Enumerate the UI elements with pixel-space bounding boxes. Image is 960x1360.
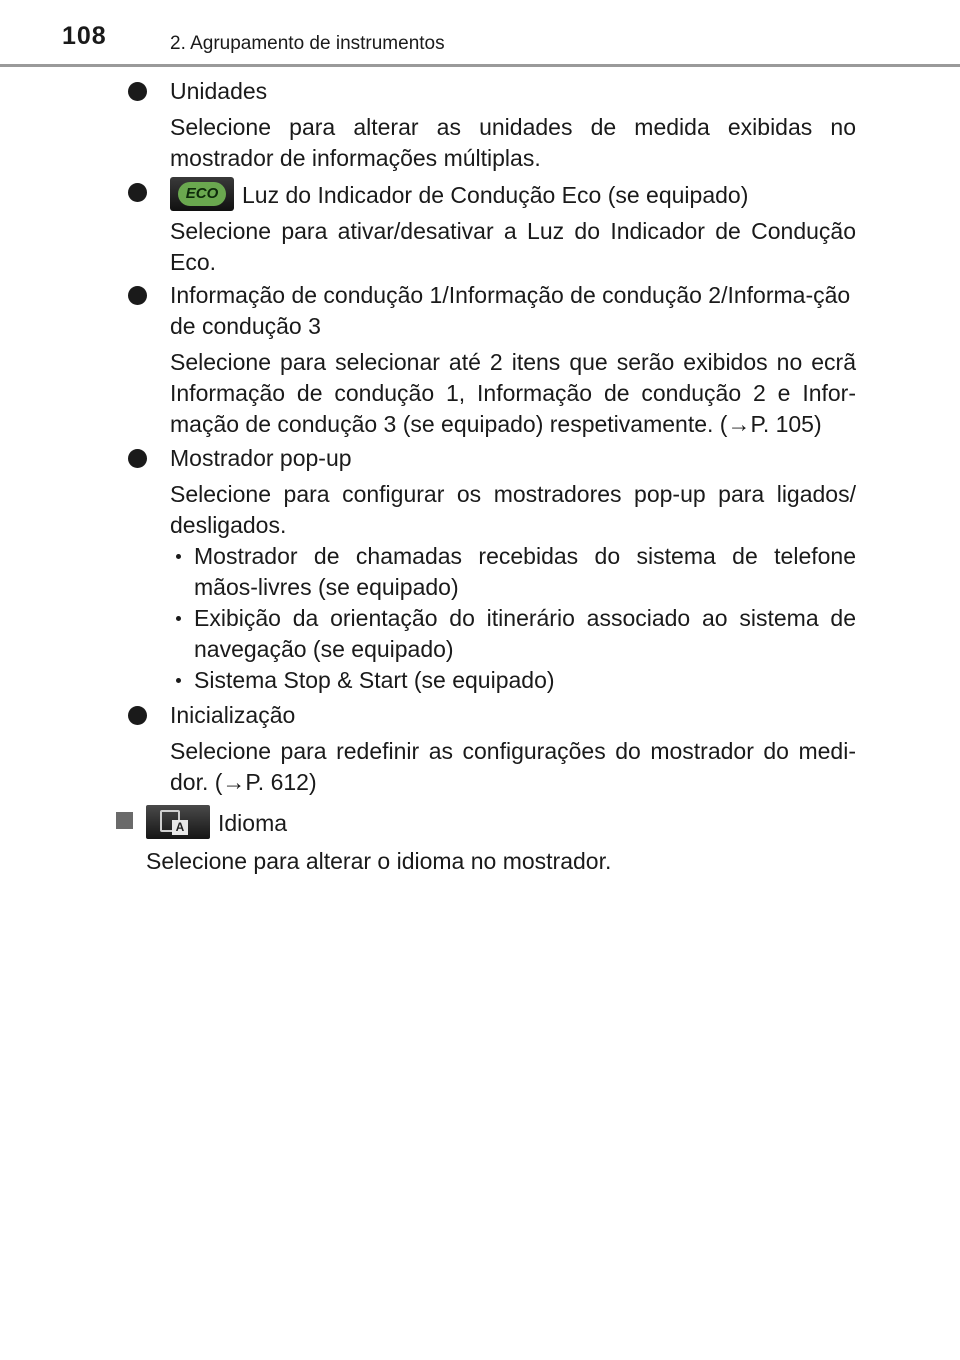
bullet-icon xyxy=(128,449,147,468)
sub-list-item: Exibição da orientação do itinerário associado ao sistema de navegação (se equipado) xyxy=(170,603,856,665)
eco-indicator-icon xyxy=(170,177,234,211)
bullet-icon xyxy=(128,183,147,202)
sub-list-item: Mostrador de chamadas recebidas do sistema de telefone mãos-livres (se equipado) xyxy=(170,541,856,603)
eco-badge-label: ECO xyxy=(178,182,226,206)
page-number: 108 xyxy=(62,22,107,50)
section-square-icon xyxy=(116,812,133,829)
header-rule xyxy=(0,64,960,67)
list-item-eco-light xyxy=(128,177,856,278)
item-description: Selecione para redefinir as configurações do mostrador do medi-dor. (→P. 612) xyxy=(170,738,856,795)
item-title: Luz do Indicador de Condução Eco (se equipado) xyxy=(242,182,749,208)
sub-bullet-icon xyxy=(176,678,181,683)
item-title: Informação de condução 1/Informação de condução 2/Informa-ção de condução 3 xyxy=(170,282,851,339)
section-title: Idioma xyxy=(218,810,288,836)
sub-bullet-icon xyxy=(176,616,181,621)
item-title: Mostrador pop-up xyxy=(170,445,352,471)
section-language xyxy=(116,805,856,877)
bullet-icon xyxy=(128,706,147,725)
list-item-popup xyxy=(128,443,856,696)
item-title: Unidades xyxy=(170,78,268,104)
list-item-units xyxy=(128,76,856,174)
bullet-icon xyxy=(128,286,147,305)
list-item-initialization xyxy=(128,700,856,798)
sub-bullet-icon xyxy=(176,554,181,559)
item-title-row xyxy=(170,177,856,211)
language-glyph-letter: A xyxy=(172,820,188,835)
section-description: Selecione para alterar o idioma no mostrador. xyxy=(146,848,612,874)
section-title-row xyxy=(146,805,856,839)
item-title: Inicialização xyxy=(170,702,296,728)
section-title: 2. Agrupamento de instrumentos xyxy=(170,33,445,54)
item-description: Selecione para configurar os mostradores pop-up para ligados/ desligados. xyxy=(170,481,856,538)
bullet-icon xyxy=(128,82,147,101)
item-description: Selecione para ativar/desativar a Luz do Indicador de Condução Eco. xyxy=(170,218,856,275)
list-item-driving-info xyxy=(128,280,856,440)
sub-list-item: Sistema Stop & Start (se equipado) xyxy=(170,665,856,696)
item-description: Selecione para selecionar até 2 itens que serão exibidos no ecrã Informação de condução 1, Informação de condução 2 e Infor-mação de condução 3 (se equipado) respetivamente. (→P. 105) xyxy=(170,349,856,437)
item-description: Selecione para alterar as unidades de medida exibidas no mostrador de informações múltiplas. xyxy=(170,114,856,171)
language-icon xyxy=(146,805,210,839)
